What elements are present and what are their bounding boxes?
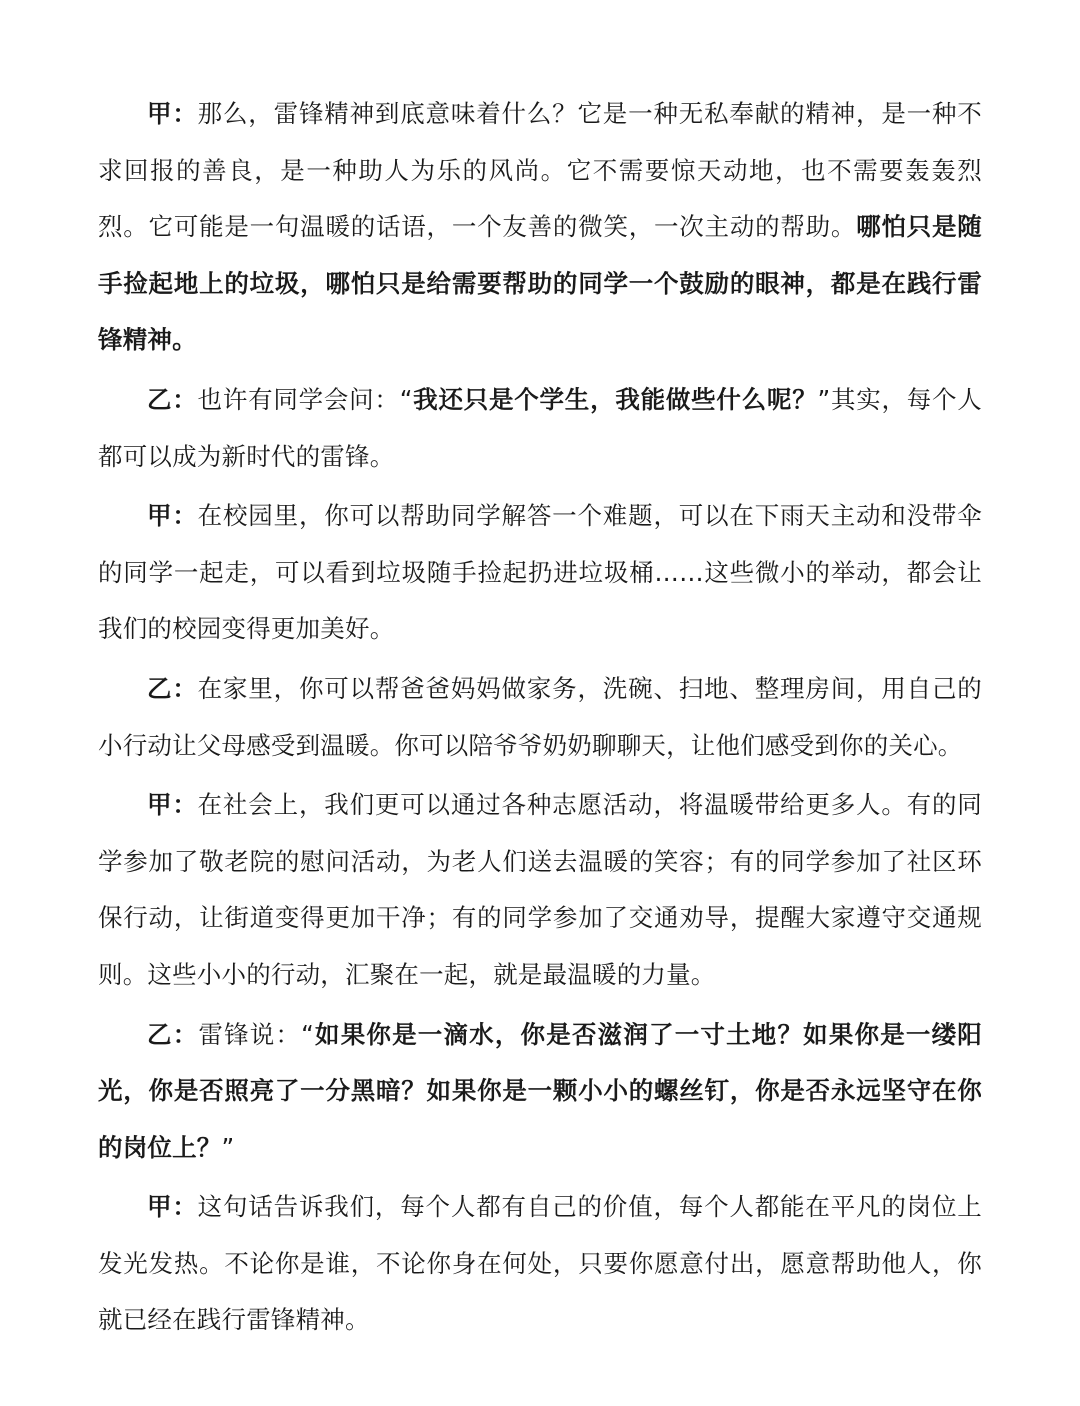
text-segment: 那么，雷锋精神到底意味着什么？它是一种无私奉献的精神，是一种不求回报的善良，是一种助人为乐的风尚。它不需要惊天动地，也不需要轰轰烈烈。它可能是一句温暖的话语，一个友善的微笑，一次主动的帮助。 xyxy=(98,99,983,242)
paragraph-6 xyxy=(98,1007,982,1177)
text-segment: 在社会上，我们更可以通过各种志愿活动，将温暖带给更多人。有的同学参加了敬老院的慰问活动，为老人们送去温暖的笑容；有的同学参加了社区环保行动，让街道变得更加干净；有的同学参加了交通劝导，提醒大家遵守交通规则。这些小小的行动，汇聚在一起，就是最温暖的力量。 xyxy=(98,790,983,989)
text-segment: ”其实，每个人都可以成为新时代的雷锋。 xyxy=(98,384,983,471)
speaker-label: 甲： xyxy=(147,1192,198,1222)
bold-text-segment: 哪怕只是随手捡起地上的垃圾，哪怕只是给需要帮助的同学一个鼓励的眼神，都是在践行雷锋精神。 xyxy=(98,212,982,355)
speaker-label: 乙： xyxy=(147,384,198,414)
text-segment: 雷锋说：“ xyxy=(198,1019,315,1049)
bold-text-segment: 我还只是个学生，我能做些什么呢？ xyxy=(412,384,818,414)
bold-text-segment: 如果你是一滴水，你是否滋润了一寸土地？如果你是一缕阳光，你是否照亮了一分黑暗？如果你是一颗小小的螺丝钉，你是否永远坚守在你的岗位上？ xyxy=(98,1019,982,1162)
text-segment: 这句话告诉我们，每个人都有自己的价值，每个人都能在平凡的岗位上发光发热。不论你是谁，不论你身在何处，只要你愿意付出，愿意帮助他人，你就已经在践行雷锋精神。 xyxy=(98,1192,983,1335)
paragraph-3 xyxy=(98,488,982,658)
text-segment: 在校园里，你可以帮助同学解答一个难题，可以在下雨天主动和没带伞的同学一起走，可以看到垃圾随手捡起扔进垃圾桶……这些微小的举动，都会让我们的校园变得更加美好。 xyxy=(98,501,983,644)
speaker-label: 甲： xyxy=(147,790,198,820)
paragraph-4 xyxy=(98,661,982,774)
speaker-label: 甲： xyxy=(147,501,198,531)
text-segment: 在家里，你可以帮爸爸妈妈做家务，洗碗、扫地、整理房间，用自己的小行动让父母感受到温暖。你可以陪爷爷奶奶聊聊天，让他们感受到你的关心。 xyxy=(98,673,983,760)
paragraph-1 xyxy=(98,86,982,369)
text-segment: ” xyxy=(221,1132,235,1162)
speaker-label: 甲： xyxy=(147,99,198,128)
speaker-label: 乙： xyxy=(147,673,198,703)
paragraph-7 xyxy=(98,1179,982,1349)
speaker-label: 乙： xyxy=(147,1019,199,1049)
paragraph-2 xyxy=(98,372,982,485)
paragraph-5 xyxy=(98,777,982,1003)
text-segment: 也许有同学会问：“ xyxy=(197,384,413,414)
